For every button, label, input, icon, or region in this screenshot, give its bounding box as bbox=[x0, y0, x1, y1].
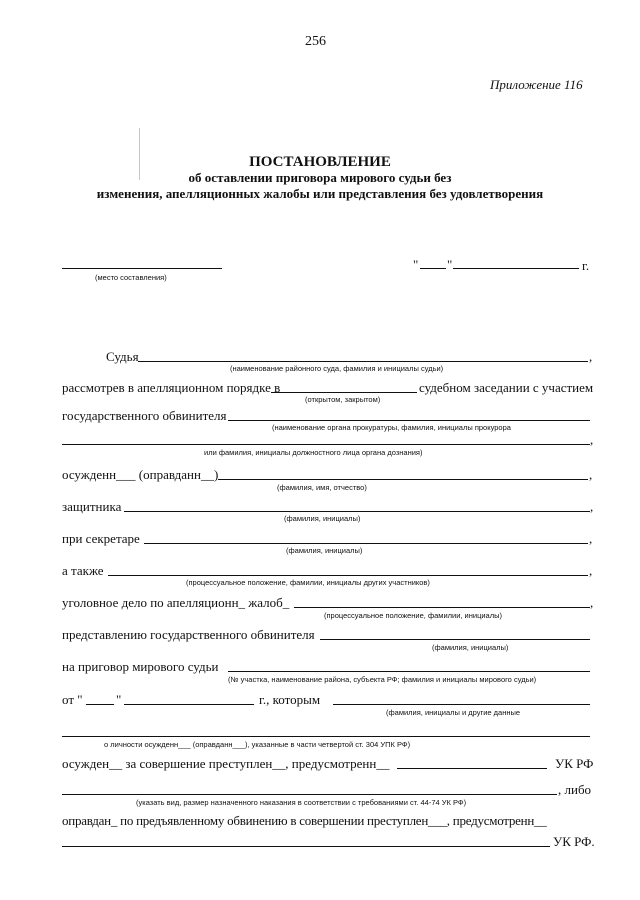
appendix-label: Приложение 116 bbox=[490, 77, 583, 92]
appeal-tail: судебном заседании с участием bbox=[419, 380, 594, 395]
defender-comma: , bbox=[590, 499, 594, 514]
verdict-label: на приговор мирового судьи bbox=[62, 659, 219, 674]
appeal-caption: (открытом, закрытом) bbox=[305, 395, 381, 404]
inquiry-caption: или фамилия, инициалы должностного лица органа дознания) bbox=[204, 448, 423, 457]
from-day-field[interactable] bbox=[86, 704, 114, 705]
identity-field[interactable] bbox=[62, 736, 590, 737]
place-field[interactable] bbox=[62, 268, 222, 269]
session-type-field[interactable] bbox=[271, 392, 417, 393]
inquiry-comma: , bbox=[590, 432, 594, 447]
submission-caption: (фамилия, инициалы) bbox=[432, 643, 509, 652]
verdict-caption: (№ участка, наименование района, субъекта РФ; фамилия и инициалы мирового судьи) bbox=[228, 675, 537, 684]
from-quote-close: " bbox=[116, 692, 122, 707]
document-subtitle-line-1: об оставлении приговора мирового судьи без bbox=[188, 170, 452, 185]
also-label: а также bbox=[62, 563, 104, 578]
place-caption: (место составления) bbox=[95, 273, 167, 282]
judge-caption: (наименование районного суда, фамилия и инициалы судьи) bbox=[230, 364, 444, 373]
convicted-field[interactable] bbox=[218, 479, 588, 480]
secretary-label: при секретаре bbox=[62, 531, 140, 546]
from-label: от " bbox=[62, 692, 83, 707]
appeal-label: рассмотрев в апелляционном порядке в bbox=[62, 380, 281, 395]
defender-field[interactable] bbox=[124, 511, 590, 512]
secretary-comma: , bbox=[589, 531, 593, 546]
final-tail: УК РФ. bbox=[553, 834, 595, 849]
prosecutor-field[interactable] bbox=[228, 420, 590, 421]
case-label: уголовное дело по апелляционн_ жалоб_ bbox=[62, 595, 290, 610]
case-field[interactable] bbox=[294, 607, 590, 608]
judge-label: Судья bbox=[106, 349, 139, 364]
from-caption: (фамилия, инициалы и другие данные bbox=[386, 708, 521, 717]
judge-field[interactable] bbox=[138, 361, 588, 362]
secretary-caption: (фамилия, инициалы) bbox=[286, 546, 363, 555]
date-month-year-field[interactable] bbox=[453, 268, 579, 269]
identity-caption: о личности осужденн___ (оправданн___), указанные в части четвертой ст. 304 УПК РФ) bbox=[104, 740, 411, 749]
case-comma: , bbox=[590, 595, 594, 610]
page-number: 256 bbox=[305, 34, 326, 49]
from-tail: г., которым bbox=[259, 692, 321, 707]
punishment-caption: (указать вид, размер назначенного наказания в соответствии с требованиями ст. 44-74 УК РФ) bbox=[136, 798, 467, 807]
defender-caption: (фамилия, инициалы) bbox=[284, 514, 361, 523]
also-comma: , bbox=[589, 563, 593, 578]
case-caption: (процессуальное положение, фамилии, инициалы) bbox=[324, 611, 502, 620]
prosecutor-label: государственного обвинителя bbox=[62, 408, 227, 423]
document-title: ПОСТАНОВЛЕНИЕ bbox=[249, 154, 391, 170]
judge-comma: , bbox=[589, 349, 593, 364]
also-caption: (процессуальное положение, фамилии, инициалы других участников) bbox=[186, 578, 430, 587]
date-year-suffix: г. bbox=[582, 258, 590, 273]
from-month-field[interactable] bbox=[124, 704, 254, 705]
convicted-label: осужденн___ (оправданн__) bbox=[62, 467, 219, 482]
defender-label: защитника bbox=[62, 499, 122, 514]
inquiry-field[interactable] bbox=[62, 444, 590, 445]
from-details-field[interactable] bbox=[333, 704, 590, 705]
also-field[interactable] bbox=[108, 575, 588, 576]
verdict-field[interactable] bbox=[228, 671, 590, 672]
date-day-field[interactable] bbox=[420, 268, 446, 269]
punishment-field[interactable] bbox=[62, 794, 557, 795]
submission-label: представлению государственного обвинителя bbox=[62, 627, 315, 642]
document-subtitle-line-2: изменения, апелляционных жалобы или представления без удовлетворения bbox=[96, 186, 544, 201]
sentenced-label: осужден__ за совершение преступлен__, предусмотренн__ bbox=[62, 756, 390, 771]
submission-field[interactable] bbox=[320, 639, 590, 640]
secretary-field[interactable] bbox=[144, 543, 588, 544]
either-tail: , либо bbox=[558, 782, 592, 797]
sentenced-tail: УК РФ bbox=[555, 756, 594, 771]
convicted-caption: (фамилия, имя, отчество) bbox=[277, 483, 367, 492]
date-quote-open: " bbox=[413, 257, 419, 272]
acquitted-article-field[interactable] bbox=[62, 846, 550, 847]
sentenced-article-field[interactable] bbox=[397, 768, 547, 769]
date-quote-close: " bbox=[447, 257, 453, 272]
prosecutor-caption: (наименование органа прокуратуры, фамилия, инициалы прокурора bbox=[272, 423, 511, 432]
acquitted-line: оправдан_ по предъявленному обвинению в совершении преступлен___, предусмотренн__ bbox=[62, 813, 547, 828]
convicted-comma: , bbox=[589, 467, 593, 482]
